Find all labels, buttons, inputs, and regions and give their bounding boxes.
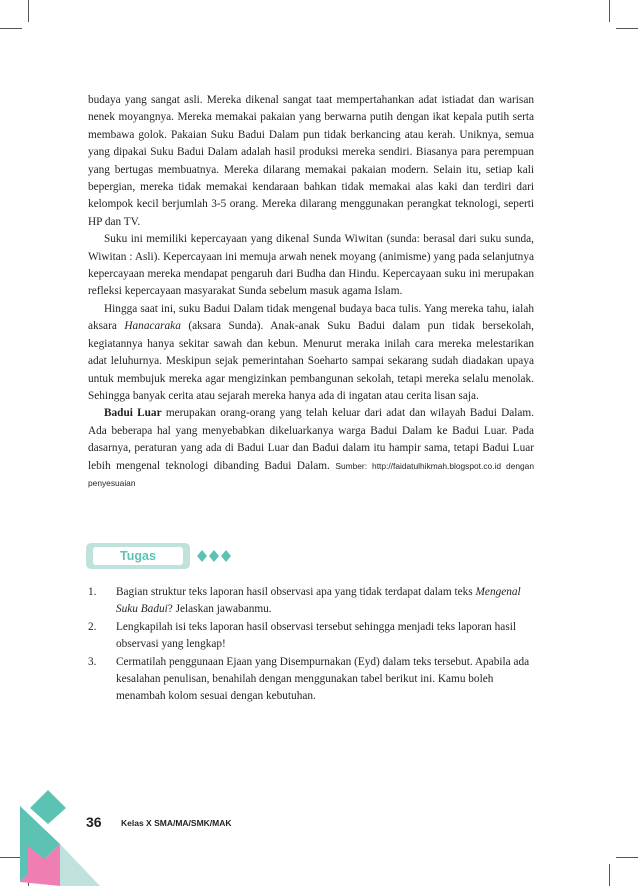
task-list — [88, 584, 534, 706]
task-item — [88, 584, 534, 619]
book-label: Kelas X SMA/MA/SMK/MAK — [121, 818, 232, 828]
task-number: 2. — [88, 620, 97, 633]
task-number: 1. — [88, 586, 97, 598]
page-number: 36 — [86, 814, 102, 830]
tugas-header — [86, 543, 266, 569]
italic-title: Mengenal Suku Badui — [116, 586, 521, 616]
task-item — [88, 619, 534, 654]
paragraph-text: Hingga saat ini, suku Badui Dalam tidak mengenal budaya baca tulis. Yang mereka tahu, ialah aksara — [88, 302, 534, 333]
task-text: Bagian struktur teks laporan hasil observasi apa yang tidak terdapat dalam teks — [116, 586, 476, 598]
crop-mark — [609, 864, 610, 886]
paragraph-baca-tulis — [88, 301, 534, 405]
crop-mark — [0, 857, 22, 858]
crop-mark — [28, 0, 29, 22]
paragraph-kepercayaan: Suku ini memiliki kepercayaan yang dikenal Sunda Wiwitan (sunda: berasal dari suku sunda, Wiwitan : Asli). Kepercayaan ini memuja arwah nenek moyang (animisme) yang pada selanjutnya kepercayaan mereka mendapat pengaruh dari Budha dan Hindu. Kepercayaan suku ini merupakan refleksi kepercayaan masyarakat Sunda sebelum masuk agama Islam. — [88, 233, 534, 298]
task-text: ? Jelaskan jawabanmu. — [167, 603, 272, 616]
task-text: Lengkapilah isi teks laporan hasil observasi tersebut sehingga menjadi teks laporan hasil observasi yang lengkap! — [116, 620, 516, 651]
paragraph-badui-luar — [88, 405, 534, 492]
crop-mark — [609, 0, 610, 22]
paragraph-text: merupakan orang-orang yang telah keluar dari adat dan wilayah Badui Dalam. Ada beberapa hal yang menyebabkan dikeluarkanya warga Badui Dalam ke Badui Luar. Pada dasarnya, peraturan yang ada di Badui Luar dan Badui dalam itu hampir sama, tetapi Badui Luar lebih mengenal teknologi dibanding Badui Dalam. — [88, 407, 535, 472]
tangram-decoration — [20, 790, 102, 886]
tugas-label: Tugas — [93, 547, 183, 565]
bold-term: Badui Luar — [104, 407, 162, 420]
body-text — [88, 92, 534, 492]
crop-mark — [616, 857, 638, 858]
task-item — [88, 654, 534, 706]
task-number: 3. — [88, 655, 97, 668]
paragraph-text: (aksara Sunda). Anak-anak Suku Badui dalam pun tidak bersekolah, kegiatannya hanya sekitar sawah dan kebun. Menurut meraka inilah cara mereka melestarikan adat leluhurnya. Meskipun sejak pemerintahan Soeharto sampai sekarang sudah diadakan upaya untuk membujuk mereka agar mengizinkan pembangunan sekolah, tetapi mereka selalu menolak. Sehingga banyak cerita atau sejarah mereka hanya ada di ingatan atau cerita lisan saja. — [88, 320, 534, 402]
italic-term: Hanacaraka — [124, 320, 181, 333]
crop-mark — [0, 28, 22, 29]
paragraph-pakaian: budaya yang sangat asli. Mereka dikenal sangat taat mempertahankan adat istiadat dan warisan nenek moyangnya. Mereka memakai pakaian yang berwarna putih dengan ikat kepala putih serta membawa golok. Pakaian Suku Badui Dalam pun tidak berkancing atau kerah. Uniknya, semua yang dipakai Suku Badui Dalam adalah hasil produksi mereka sendiri. Biasanya para perempuan yang bertugas membuatnya. Mereka dilarang memakai pakaian modern. Selain itu, setiap kali bepergian, mereka tidak memakai kendaraan bahkan tidak memakai alas kaki dan terdiri dari kelompok kecil berjumlah 3-5 orang. Mereka dilarang menggunakan perangkat teknologi, seperti HP dan TV. — [88, 94, 534, 228]
task-text: Cermatilah penggunaan Ejaan yang Disempurnakan (Eyd) dalam teks tersebut. Apabila ada kesalahan penulisan, benahilah dengan menggunakan tabel berikut ini. Kamu boleh menambah kolom sesuai dengan kebutuhan. — [116, 655, 530, 703]
diamond-ornament-icon — [196, 549, 232, 563]
tugas-box — [86, 543, 190, 569]
source-citation: Sumber: http://faidatulhikmah.blogspot.co.id dengan penyesuaian — [88, 460, 534, 488]
crop-mark — [616, 28, 638, 29]
